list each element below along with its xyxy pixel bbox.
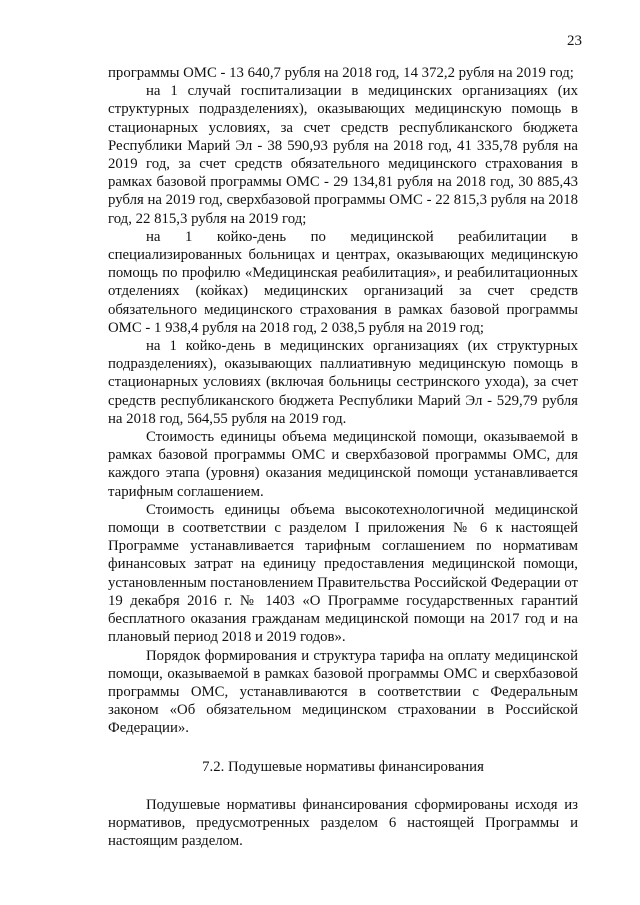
paragraph-continuation: программы ОМС - 13 640,7 рубля на 2018 год, 14 372,2 рубля на 2019 год; (108, 65, 574, 81)
paragraph-palliative-cost: на 1 койко-день в медицинских организациях (их структурных подразделениях), оказывающих паллиативную медицинскую помощь в стационарных условиях (включая больницы сестринского ухода), за счет средств республиканского бюджета Республики Марий Эл - 529,79 рубля на 2018 год, 564,55 рубля на 2019 год. (108, 338, 578, 427)
page-number: 23 (567, 33, 582, 49)
paragraph-unit-cost-tariff: Стоимость единицы объема медицинской помощи, оказываемой в рамках базовой программы ОМС и сверхбазовой программы ОМС, для каждого этапа (уровня) оказания медицинской помощи устанавливается тарифным соглашением. (108, 429, 578, 500)
document-body (108, 64, 578, 850)
paragraph-rehabilitation-cost: на 1 койко-день по медицинской реабилитации в специализированных больницах и центрах, оказывающих медицинскую помощь по профилю «Медицинская реабилитация», и реабилитационных отделениях (койках) медицинских организаций за счет средств обязательного медицинского страхования в рамках базовой программы ОМС - 1 938,4 рубля на 2018 год, 2 038,5 рубля на 2019 год; (108, 228, 578, 336)
paragraph-tariff-procedure: Порядок формирования и структура тарифа на оплату медицинской помощи, оказываемой в рамках базовой программы ОМС и сверхбазовой программы ОМС, устанавливаются в соответствии с Федеральным законом «Об обязательном медицинском страховании в Российской Федерации». (108, 647, 578, 737)
paragraph-per-capita-norms: Подушевые нормативы финансирования сформированы исходя из нормативов, предусмотренных разделом 6 настоящей Программы и настоящим разделом. (108, 796, 578, 849)
section-heading: 7.2. Подушевые нормативы финансирования (202, 758, 484, 775)
paragraph-hospitalization-cost: на 1 случай госпитализации в медицинских организациях (их структурных подразделениях), оказывающих медицинскую помощь в стационарных условиях, за счет средств республиканского бюджета Республики Марий Эл - 38 590,93 рубля на 2018 год, 41 335,78 рубля на 2019 год, за счет средств обязательного медицинского страхования в рамках базовой программы ОМС - 29 134,81 рубля на 2018 год, 30 885,43 рубля на 2019 год, сверхбазовой программы ОМС - 22 815,3 рубля на 2018 год, 22 815,3 рубля на 2019 год; (108, 83, 578, 227)
paragraph-high-tech-care: Стоимость единицы объема высокотехнологичной медицинской помощи в соответствии с разделом I приложения № 6 к настоящей Программе устанавливается тарифным соглашением по нормативам финансовых затрат на единицу предоставления медицинской помощи, установленным постановлением Правительства Российской Федерации от 19 декабря 2016 г. № 1403 «О Программе государственных гарантий бесплатного оказания гражданам медицинской помощи на 2017 год и на плановый период 2018 и 2019 годов». (108, 501, 578, 646)
